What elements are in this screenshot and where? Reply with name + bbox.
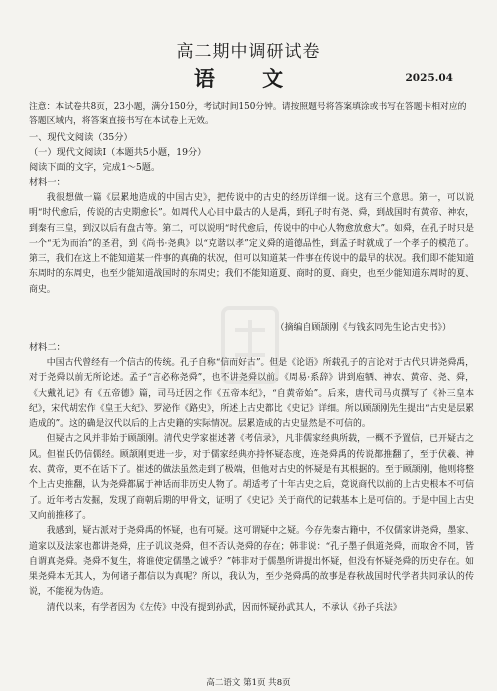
paragraph: 我很想做一篇《层累地造成的中国古史》，把传说中的古史的经历详细一说。这有三个意思。第一，可以说明“时代愈后，传说的古史期愈长”。如周代人心目中最古的人是禹，到孔子时有尧、舜，到战国时有黄帝、神农，到秦有三皇，到汉以后有盘古等。第二，可以说明“时代愈后，传说中的中心人物愈放愈大”。如舜，在孔子时只是一个“无为而治”的圣君，到《尚书·尧典》以“克谐以孝”定义舜的道德品性，到孟子时就成了一个孝子的模范了。第三，我们在这上不能知道某一件事的真确的状况，但可以知道某一件事在传说中的最早的状况。我们即不能知道东周时的东周史，也至少能知道战国时的东周史；我们不能知道夏、商时的夏、商史，也至少能知道东周时的夏、商史。 xyxy=(29,193,474,295)
material-two xyxy=(29,356,474,672)
page-footer: 高二语文 第1页 共8页 xyxy=(206,678,291,688)
paragraph: 但疑古之风并非始于顾颉刚。清代史学家崔述著《考信录》，凡非儒家经典所载，一概不予置信，已开疑古之风。但崔氏仍信儒经。顾颉刚更进一步，对于儒家经典亦持怀疑态度，连尧舜禹的传说都推翻了，至于伏羲、神农、黄帝，更不在话下了。崔述的做法虽然走到了极端，但他对古史的怀疑是有其根据的。至于顾颉刚，他则将整个上古史推翻，认为尧舜都属于神话而非历史人物了。胡适考了十年古史之后，竟说商代以前的上古史根本不可信了。近年考古发掘，发现了商朝后期的甲骨文，证明了《史记》关于商代的记载基本上是可信的。于是中国上古史又向前推移了。 xyxy=(29,434,474,521)
exam-notice: 注意：本试卷共8页，23小题，满分150分，考试时间150分钟。请按照题号将答案填涂或书写在答题卡相对应的答题区域内，将答案直接书写在本试卷上无效。 xyxy=(29,102,467,126)
material-one xyxy=(29,191,474,317)
watermark-seal-icon xyxy=(215,300,285,390)
subsection-heading: （一）现代文阅读Ⅰ（本题共5小题，19分） xyxy=(29,147,207,158)
exam-title: 高二期中调研试卷 xyxy=(176,42,321,62)
source-citation: （摘编自顾颉刚《与钱玄同先生论古史书》） xyxy=(275,323,451,333)
subject-title: 语 文 xyxy=(193,66,304,91)
paragraph: 清代以来，有学者因为《左传》中没有提到孙武，因而怀疑孙武其人，不承认《孙子兵法》 xyxy=(46,602,402,613)
paragraph: 我感到，疑古派对于尧舜禹的怀疑，也有可疑。这可谓疑中之疑。今存先秦古籍中，不仅儒家讲尧舜，墨家、道家以及法家也都讲尧舜，庄子讥议尧舜，但不否认尧舜的存在；韩非说：“孔子墨子俱道尧舜，而取舍不同，皆自谓真尧舜。尧舜不复生，将谁使定儒墨之诚乎？”韩非对于儒墨所讲提出怀疑，但没有怀疑尧舜的历史存在。如果尧舜本无其人，为何诸子都信以为真呢？所以，我认为，至少尧舜禹的故事是春秋战国时代学者共同承认的传说，不能视为伪造。 xyxy=(29,526,474,598)
material-label: 材料一： xyxy=(29,177,66,188)
paragraph: 中国古代曾经有一个信古的传统。孔子自称“信而好古”。但是《论语》所载孔子的言论对于古代只讲尧舜禹，对于尧舜以前无所论述。孟子“言必称尧舜”，也不讲尧舜以前。《周易·系辞》讲到庖牺、神农、黄帝、尧、舜，《大戴礼记》有《五帝德》篇，司马迁因之作《五帝本纪》，“自黄帝始”。后来，唐代司马贞撰写了《补三皇本纪》，宋代胡宏作《皇王大纪》、罗泌作《路史》，所述上古史都比《史记》详细。所以顾颉刚先生提出“古史是层累造成的”。这的确是汉代以后的上古史籍的实际情况。层累造成的古史显然是不可信的。 xyxy=(29,358,474,430)
material-label: 材料二： xyxy=(29,342,66,353)
instruction: 阅读下面的文字，完成1～5题。 xyxy=(29,162,161,173)
exam-date: 2025.04 xyxy=(405,72,453,84)
section-heading: 一、现代文阅读（35分） xyxy=(29,132,133,143)
